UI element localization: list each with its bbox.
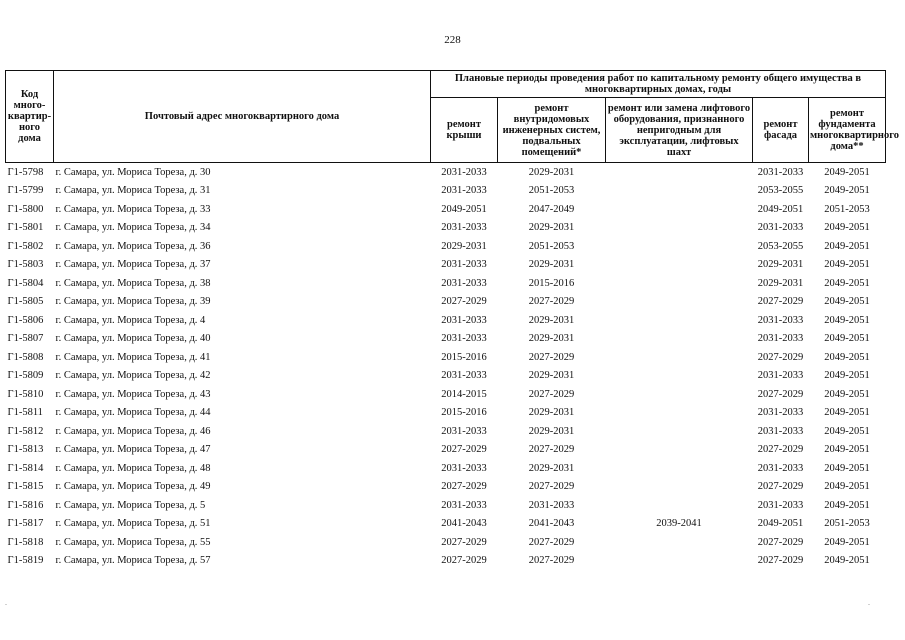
cell-foundation: 2049-2051 bbox=[824, 351, 870, 363]
cell-engineering: 2047-2049 bbox=[528, 203, 575, 215]
cell-elevator bbox=[606, 293, 753, 312]
cell-engineering: 2051-2053 bbox=[528, 240, 575, 252]
table-row bbox=[6, 182, 886, 201]
table-row bbox=[6, 496, 886, 515]
table-row bbox=[6, 348, 886, 367]
table-row bbox=[6, 367, 886, 386]
cell-facade: 2049-2051 bbox=[757, 203, 804, 215]
cell-elevator bbox=[606, 459, 753, 478]
cell-foundation: 2049-2051 bbox=[824, 536, 870, 548]
cell-facade: 2027-2029 bbox=[757, 351, 804, 363]
cell-address: г. Самара, ул. Мориса Тореза, д. 33 bbox=[55, 203, 211, 215]
cell-engineering: 2029-2031 bbox=[528, 407, 575, 419]
cell-address: г. Самара, ул. Мориса Тореза, д. 41 bbox=[55, 351, 211, 363]
cell-facade: 2053-2055 bbox=[757, 240, 804, 252]
header-foundation: ремонт фундамента многоквартирного дома** bbox=[809, 98, 886, 163]
cell-address: г. Самара, ул. Мориса Тореза, д. 4 bbox=[55, 314, 206, 326]
capital-repair-table bbox=[5, 70, 899, 570]
cell-elevator bbox=[606, 441, 753, 460]
table-row bbox=[6, 256, 886, 275]
cell-engineering: 2029-2031 bbox=[528, 222, 575, 234]
cell-foundation: 2051-2053 bbox=[824, 518, 870, 530]
cell-elevator bbox=[606, 182, 753, 201]
cell-code: Г1-5804 bbox=[7, 277, 44, 289]
cell-engineering: 2029-2031 bbox=[528, 370, 575, 382]
cell-foundation: 2049-2051 bbox=[824, 296, 870, 308]
cell-elevator bbox=[606, 330, 753, 349]
cell-roof: 2031-2033 bbox=[441, 277, 487, 289]
cell-facade: 2027-2029 bbox=[757, 388, 804, 400]
table-row bbox=[6, 552, 886, 571]
cell-address: г. Самара, ул. Мориса Тореза, д. 46 bbox=[55, 425, 211, 437]
cell-address: г. Самара, ул. Мориса Тореза, д. 47 bbox=[55, 444, 211, 456]
scan-dot: . bbox=[868, 598, 870, 607]
cell-code: Г1-5799 bbox=[7, 185, 44, 197]
cell-engineering: 2027-2029 bbox=[528, 536, 575, 548]
cell-code: Г1-5802 bbox=[7, 240, 44, 252]
cell-address: г. Самара, ул. Мориса Тореза, д. 42 bbox=[55, 370, 211, 382]
table-row bbox=[6, 422, 886, 441]
table-row bbox=[6, 441, 886, 460]
table-row bbox=[6, 330, 886, 349]
cell-roof: 2014-2015 bbox=[441, 388, 487, 400]
cell-roof: 2029-2031 bbox=[441, 240, 487, 252]
cell-facade: 2029-2031 bbox=[757, 277, 804, 289]
cell-code: Г1-5810 bbox=[7, 388, 44, 400]
cell-elevator bbox=[606, 163, 753, 182]
cell-foundation: 2049-2051 bbox=[824, 444, 870, 456]
cell-roof: 2027-2029 bbox=[441, 296, 487, 308]
cell-facade: 2031-2033 bbox=[757, 314, 804, 326]
cell-address: г. Самара, ул. Мориса Тореза, д. 37 bbox=[55, 259, 211, 271]
cell-foundation: 2049-2051 bbox=[824, 425, 870, 437]
cell-roof: 2031-2033 bbox=[441, 462, 487, 474]
cell-roof: 2027-2029 bbox=[441, 555, 487, 567]
cell-facade: 2031-2033 bbox=[757, 499, 804, 511]
cell-elevator bbox=[606, 311, 753, 330]
header-facade: ремонт фасада bbox=[753, 98, 809, 163]
cell-address: г. Самара, ул. Мориса Тореза, д. 38 bbox=[55, 277, 211, 289]
cell-code: Г1-5806 bbox=[7, 314, 44, 326]
cell-roof: 2031-2033 bbox=[441, 259, 487, 271]
cell-elevator bbox=[606, 422, 753, 441]
cell-roof: 2031-2033 bbox=[441, 185, 487, 197]
cell-engineering: 2051-2053 bbox=[528, 185, 575, 197]
cell-code: Г1-5800 bbox=[7, 203, 44, 215]
cell-facade: 2031-2033 bbox=[757, 462, 804, 474]
table-row bbox=[6, 533, 886, 552]
cell-roof: 2027-2029 bbox=[441, 481, 487, 493]
cell-foundation: 2049-2051 bbox=[824, 314, 870, 326]
cell-roof: 2031-2033 bbox=[441, 370, 487, 382]
cell-engineering: 2027-2029 bbox=[528, 296, 575, 308]
cell-address: г. Самара, ул. Мориса Тореза, д. 34 bbox=[55, 222, 211, 234]
cell-facade: 2031-2033 bbox=[757, 166, 804, 178]
cell-code: Г1-5809 bbox=[7, 370, 44, 382]
table-row bbox=[6, 219, 886, 238]
cell-foundation: 2049-2051 bbox=[824, 166, 870, 178]
cell-facade: 2031-2033 bbox=[757, 222, 804, 234]
cell-foundation: 2049-2051 bbox=[824, 462, 870, 474]
scan-dot: . bbox=[5, 598, 7, 607]
table-row bbox=[6, 404, 886, 423]
cell-code: Г1-5814 bbox=[7, 462, 44, 474]
cell-code: Г1-5807 bbox=[7, 333, 44, 345]
cell-facade: 2031-2033 bbox=[757, 333, 804, 345]
cell-engineering: 2015-2016 bbox=[528, 277, 575, 289]
cell-engineering: 2029-2031 bbox=[528, 425, 575, 437]
cell-code: Г1-5816 bbox=[7, 499, 44, 511]
table-row bbox=[6, 274, 886, 293]
cell-elevator bbox=[606, 385, 753, 404]
cell-foundation: 2049-2051 bbox=[824, 407, 870, 419]
cell-engineering: 2027-2029 bbox=[528, 444, 575, 456]
cell-roof: 2015-2016 bbox=[441, 407, 487, 419]
cell-address: г. Самара, ул. Мориса Тореза, д. 49 bbox=[55, 481, 211, 493]
table-header bbox=[6, 71, 899, 163]
cell-elevator bbox=[606, 256, 753, 275]
table-row bbox=[6, 237, 886, 256]
cell-foundation: 2049-2051 bbox=[824, 185, 870, 197]
cell-elevator bbox=[606, 478, 753, 497]
cell-address: г. Самара, ул. Мориса Тореза, д. 44 bbox=[55, 407, 211, 419]
cell-elevator bbox=[606, 219, 753, 238]
table-body bbox=[6, 163, 886, 571]
cell-address: г. Самара, ул. Мориса Тореза, д. 36 bbox=[55, 240, 211, 252]
cell-elevator: 2039-2041 bbox=[656, 518, 702, 530]
cell-address: г. Самара, ул. Мориса Тореза, д. 55 bbox=[55, 536, 211, 548]
cell-roof: 2031-2033 bbox=[441, 222, 487, 234]
cell-code: Г1-5808 bbox=[7, 351, 44, 363]
cell-roof: 2031-2033 bbox=[441, 166, 487, 178]
table-row bbox=[6, 385, 886, 404]
cell-code: Г1-5801 bbox=[7, 222, 44, 234]
cell-code: Г1-5813 bbox=[7, 444, 44, 456]
cell-roof: 2049-2051 bbox=[441, 203, 487, 215]
cell-roof: 2015-2016 bbox=[441, 351, 487, 363]
cell-engineering: 2041-2043 bbox=[528, 518, 575, 530]
cell-address: г. Самара, ул. Мориса Тореза, д. 43 bbox=[55, 388, 211, 400]
cell-address: г. Самара, ул. Мориса Тореза, д. 30 bbox=[55, 166, 211, 178]
table-row bbox=[6, 311, 886, 330]
cell-elevator bbox=[606, 367, 753, 386]
cell-address: г. Самара, ул. Мориса Тореза, д. 39 bbox=[55, 296, 211, 308]
cell-engineering: 2027-2029 bbox=[528, 481, 575, 493]
cell-address: г. Самара, ул. Мориса Тореза, д. 57 bbox=[55, 555, 211, 567]
cell-elevator bbox=[606, 274, 753, 293]
cell-code: Г1-5812 bbox=[7, 425, 44, 437]
cell-code: Г1-5805 bbox=[7, 296, 44, 308]
header-elevator: ремонт или замена лифтового оборудования, признанного непригодным для эксплуатации, лифтовых шахт bbox=[606, 98, 753, 163]
page-number: 228 bbox=[444, 34, 461, 46]
cell-engineering: 2029-2031 bbox=[528, 259, 575, 271]
cell-facade: 2031-2033 bbox=[757, 425, 804, 437]
cell-address: г. Самара, ул. Мориса Тореза, д. 5 bbox=[55, 499, 206, 511]
cell-facade: 2031-2033 bbox=[757, 407, 804, 419]
cell-code: Г1-5819 bbox=[7, 555, 44, 567]
cell-facade: 2053-2055 bbox=[757, 185, 804, 197]
cell-address: г. Самара, ул. Мориса Тореза, д. 31 bbox=[55, 185, 211, 197]
cell-roof: 2041-2043 bbox=[441, 518, 487, 530]
cell-elevator bbox=[606, 237, 753, 256]
cell-roof: 2031-2033 bbox=[441, 425, 487, 437]
cell-roof: 2027-2029 bbox=[441, 536, 487, 548]
table-row bbox=[6, 293, 886, 312]
table-row bbox=[6, 515, 886, 534]
cell-elevator bbox=[606, 533, 753, 552]
cell-address: г. Самара, ул. Мориса Тореза, д. 40 bbox=[55, 333, 211, 345]
cell-facade: 2027-2029 bbox=[757, 536, 804, 548]
cell-foundation: 2049-2051 bbox=[824, 481, 870, 493]
cell-facade: 2027-2029 bbox=[757, 296, 804, 308]
cell-elevator bbox=[606, 404, 753, 423]
cell-code: Г1-5798 bbox=[7, 166, 44, 178]
cell-foundation: 2049-2051 bbox=[824, 240, 870, 252]
cell-code: Г1-5811 bbox=[7, 407, 43, 419]
header-code: Код много-квартир-ного дома bbox=[6, 71, 54, 163]
cell-code: Г1-5817 bbox=[7, 518, 44, 530]
cell-roof: 2031-2033 bbox=[441, 333, 487, 345]
cell-elevator bbox=[606, 348, 753, 367]
cell-facade: 2027-2029 bbox=[757, 555, 804, 567]
cell-code: Г1-5803 bbox=[7, 259, 44, 271]
cell-engineering: 2029-2031 bbox=[528, 166, 575, 178]
cell-foundation: 2049-2051 bbox=[824, 222, 870, 234]
cell-elevator bbox=[606, 552, 753, 571]
cell-foundation: 2049-2051 bbox=[824, 333, 870, 345]
cell-roof: 2027-2029 bbox=[441, 444, 487, 456]
cell-foundation: 2051-2053 bbox=[824, 203, 870, 215]
header-roof: ремонт крыши bbox=[431, 98, 498, 163]
cell-facade: 2027-2029 bbox=[757, 444, 804, 456]
cell-code: Г1-5818 bbox=[7, 536, 44, 548]
cell-address: г. Самара, ул. Мориса Тореза, д. 48 bbox=[55, 462, 211, 474]
table-row bbox=[6, 163, 886, 182]
header-address: Почтовый адрес многоквартирного дома bbox=[54, 71, 431, 163]
cell-foundation: 2049-2051 bbox=[824, 499, 870, 511]
table-row bbox=[6, 200, 886, 219]
cell-foundation: 2049-2051 bbox=[824, 259, 870, 271]
cell-foundation: 2049-2051 bbox=[824, 388, 870, 400]
cell-foundation: 2049-2051 bbox=[824, 370, 870, 382]
cell-facade: 2049-2051 bbox=[757, 518, 804, 530]
cell-foundation: 2049-2051 bbox=[824, 277, 870, 289]
cell-elevator bbox=[606, 200, 753, 219]
cell-engineering: 2029-2031 bbox=[528, 314, 575, 326]
cell-engineering: 2027-2029 bbox=[528, 388, 575, 400]
cell-address: г. Самара, ул. Мориса Тореза, д. 51 bbox=[55, 518, 211, 530]
cell-facade: 2027-2029 bbox=[757, 481, 804, 493]
cell-roof: 2031-2033 bbox=[441, 499, 487, 511]
header-engineering: ремонт внутридомовых инженерных систем, подвальных помещений* bbox=[498, 98, 606, 163]
cell-facade: 2031-2033 bbox=[757, 370, 804, 382]
cell-code: Г1-5815 bbox=[7, 481, 44, 493]
cell-engineering: 2029-2031 bbox=[528, 462, 575, 474]
table-row bbox=[6, 478, 886, 497]
cell-roof: 2031-2033 bbox=[441, 314, 487, 326]
cell-foundation: 2049-2051 bbox=[824, 555, 870, 567]
cell-engineering: 2027-2029 bbox=[528, 351, 575, 363]
table-row bbox=[6, 459, 886, 478]
cell-engineering: 2027-2029 bbox=[528, 555, 575, 567]
cell-elevator bbox=[606, 496, 753, 515]
cell-engineering: 2031-2033 bbox=[528, 499, 575, 511]
header-periods: Плановые периоды проведения работ по капитальному ремонту общего имущества в многоквартирных домах, годы bbox=[431, 71, 886, 98]
cell-facade: 2029-2031 bbox=[757, 259, 804, 271]
cell-engineering: 2029-2031 bbox=[528, 333, 575, 345]
